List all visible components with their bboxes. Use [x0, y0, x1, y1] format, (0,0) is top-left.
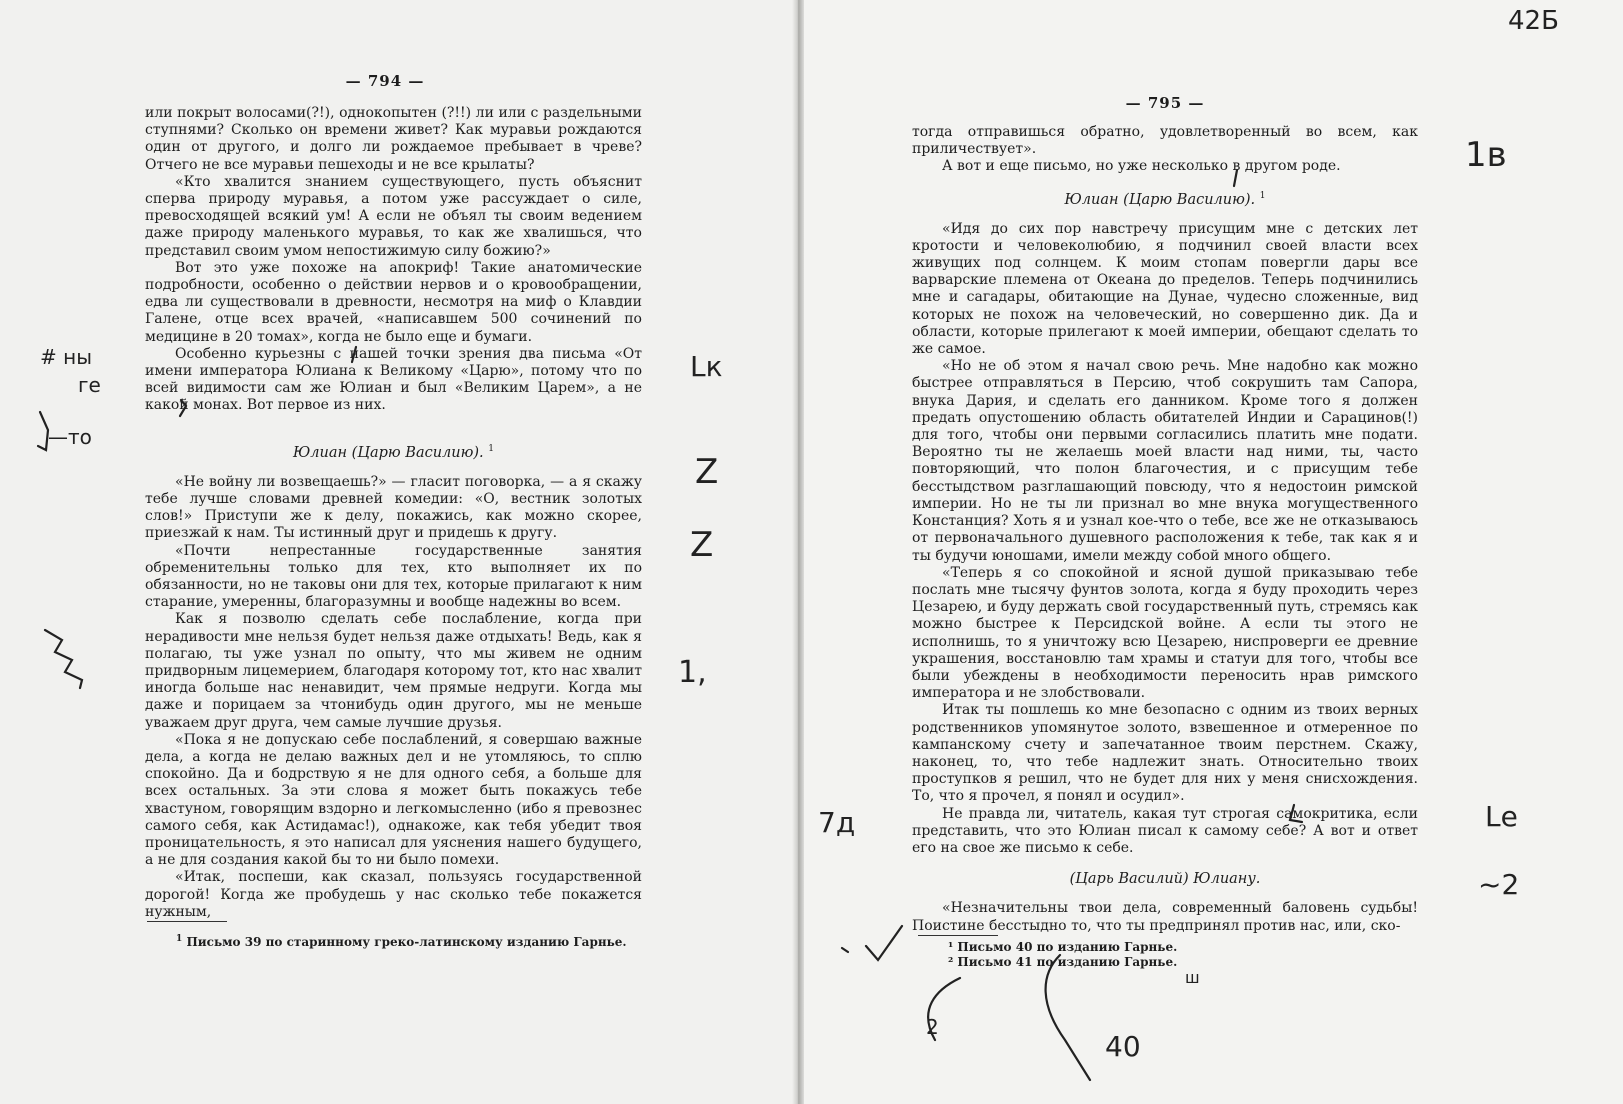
margin-note: —то [48, 425, 92, 449]
margin-note: Lе [1485, 800, 1518, 833]
book-gutter [792, 0, 804, 1104]
left-paragraph: «Почти непрестанные государственные занятия обременительны только для тех, кто выполняет их по обязанности, но не таковы они для тех, которые прилагают к ним старание, умеренны, благоразумны и вообще надежны во всем. [145, 542, 642, 611]
right-page-number: — 795 — [1125, 94, 1205, 112]
left-footnote-mark: 1 [176, 934, 183, 944]
right-footnote [948, 940, 1408, 970]
left-heading-footnote-mark: 1 [488, 443, 494, 454]
right-footnote-line: ² Письмо 41 по изданию Гарнье. [948, 955, 1178, 969]
left-paragraph: «Итак, поспеши, как сказал, пользуясь государственной дорогой! Когда же пробудешь у нас сколько тебе покажется нужным, [145, 869, 642, 920]
left-footnote-text: Письмо 39 по старинному греко-латинскому изданию Гарнье. [186, 935, 627, 949]
left-paragraph: Как я позволю сделать себе послабление, когда при нерадивости мне нельзя будет нельзя даже отдыхать! Ведь, как я полагаю, ты уже узнал по опыту, что мы живем не одним придворным лицемерием, благодаря которому тот, кто нас хвалит иногда больше нас ненавидит, чем прямые недруги. Когда мы даже и порицаем за чтонибудь один другого, мы не меньше уважаем друг друга, чем самые лучшие друзья. [145, 611, 642, 731]
right-paragraph: «Незначительны твои дела, современный баловень судьбы! Поистине бесстыдно то, что ты предпринял против нас, или, ско- [912, 900, 1418, 934]
margin-note: 7д [818, 806, 856, 839]
right-footnote-line: ¹ Письмо 40 по изданию Гарнье. [948, 940, 1178, 954]
right-reply-heading: (Царь Василий) Юлиану. [1069, 871, 1261, 888]
margin-note: ~2 [1478, 868, 1520, 901]
right-paragraph: «Идя до сих пор навстречу присущим мне с детских лет кротости и человеколюбию, я подчинил своей власти всех живущих под солнцем. К моим стопам повергли дары все варварские племена от Океана до пределов. Теперь подчинились мне и сагадары, обитающие на Дунае, чудесно сложенные, вид которых не похож на человеческий, но совершенно дик. Да и области, которые прилегают к моей империи, обещают сделать то же самое. [912, 220, 1418, 358]
left-paragraph: Вот это уже похоже на апокриф! Такие анатомические подробности, особенно о действии нервов и о кровообращении, едва ли существовали в древности, несмотря на миф о Клавдии Галене, отце всех врачей, «написавшем 500 сочинений по медицине в 20 томах», когда не было еще и бумаги. [145, 259, 642, 345]
margin-note: Lк [690, 350, 723, 383]
margin-note: 1в [1465, 135, 1507, 175]
left-letter-heading [145, 441, 642, 462]
left-column [145, 105, 642, 921]
left-page-number: — 794 — [345, 72, 425, 90]
margin-note: 40 [1105, 1030, 1141, 1063]
margin-note: # ны [40, 345, 92, 369]
left-footnote-rule [147, 921, 227, 922]
right-paragraph: Не правда ли, читатель, какая тут строгая самокритика, если представить, что это Юлиан писал к самому себе? А вот и ответ его на свое же письмо к себе. [912, 805, 1418, 856]
right-paragraph: А вот и еще письмо, но уже несколько в другом роде. [942, 158, 1341, 175]
left-paragraph: «Пока я не допускаю себе послаблений, я совершаю важные дела, а когда не делаю важных дел и не утомляюсь, то сплю спокойно. Да и бодрствую я не для одного себя, а больше для всех остальных. За эти слова я может быть покажусь тебе хвастуном, говорящим вздорно и легкомысленно (ибо я превознес самого себя, как Астидамас!), однакоже, как тебя убедит твоя проницательность, я это написал для уяснения нашего будущего, а не для создания какой бы то ни было помехи. [145, 731, 642, 869]
margin-note: ге [78, 373, 101, 397]
left-paragraph: или покрыт волосами(?!), однокопытен (?!!) ли или с раздельными ступнями? Сколько он времени живет? Как муравьи рождаются один от другого, и долго ли рождаемое пребывает в чреве? Отчего не все муравьи пешеходы и не все крылаты? [145, 105, 642, 173]
margin-note: 2 [926, 1015, 939, 1039]
right-heading-footnote-mark: 1 [1259, 190, 1266, 201]
right-paragraph: «Теперь я со спокойной и ясной душой приказываю тебе послать мне тысячу фунтов золота, когда я буду проходить через Цезарею, и буду держать свой государственный путь, стремясь как можно быстрее к Персидской войне. А если ты этого не исполнишь, то я уничтожу всю Цезарею, ниспроверги ее древние украшения, восстановлю там храмы и статуи для того, чтобы все были убеждены в необходимости переносить нрав римского императора и не злобствовали. [912, 564, 1418, 702]
right-paragraph: «Но не об этом я начал свою речь. Мне надобно как можно быстрее отправляться в Персию, чтоб сокрушить там Сапора, внука Дария, и сделать его данником. Кроме того я должен предать опустошению область обитателей Индии и Сарацинов(!) для того, чтобы они первыми согласились платить мне подати. Вероятно ты не желаешь моей власти над ними, ты, часто повторяющий, что полон благочестия, и с присущим тебе бесстыдством разглашающий повсюду, что я недостоин римской империи. Но не ты ли признал во мне внука могущественного Констанция? Хоть я и узнал кое-что о тебе, все же не отказываюсь от первоначального душевного расположения к тебе, так как я и ты будучи юношами, имели между собой много общего. [912, 358, 1418, 564]
right-footnote-rule [918, 935, 998, 936]
right-paragraph: Итак ты пошлешь ко мне безопасно с одним из твоих верных родственников упомянутое золото, взвешенное и отмеренное по кампанскому счету и запечатанное твоим перстнем. Скажу, наконец, то, что тебе надлежит знать. Относительно твоих проступков я решил, что не будет для них у меня снисхождения. То, что я прочел, я понял и осудил». [912, 702, 1418, 805]
left-paragraph: «Кто хвалится знанием существующего, пусть объяснит сперва природу муравья, а потом уже рассуждает о силе, превосходящей всякий ум! А если не объял ты своим ведением даже природу маленького муравья, то как же хвалишься, что представил своим умом непостижимую силу божию?» [145, 173, 642, 259]
right-letter-heading-text: Юлиан (Царю Василию). [1064, 191, 1256, 208]
margin-note: ш [1185, 968, 1200, 987]
corner-page-mark: 42Б [1508, 6, 1559, 36]
margin-note: Z [690, 525, 714, 565]
left-paragraph: Особенно курьезны с нашей точки зрения два письма «От имени императора Юлиана к Великому «Царю», потому что по всей видимости сам же Юлиан и был «Великим Царем», а не какой монах. Вот первое из них. [145, 345, 642, 414]
left-footnote [176, 932, 636, 950]
right-column [912, 124, 1418, 935]
margin-note: 1, [678, 655, 707, 690]
left-paragraph: «Не войну ли возвещаешь?» — гласит поговорка, — а я скажу тебе лучше словами древней комедии: «О, вестник золотых слов!» Приступи же к делу, покажись, как можно скорее, приезжай к нам. Ты истинный друг и придешь к другу. [145, 473, 642, 542]
left-letter-heading-text: Юлиан (Царю Василию). [293, 444, 484, 461]
right-letter-heading [912, 188, 1418, 209]
margin-note: Z [695, 452, 719, 492]
right-paragraph: тогда отправишься обратно, удовлетворенный во всем, как приличествует». [912, 124, 1418, 158]
